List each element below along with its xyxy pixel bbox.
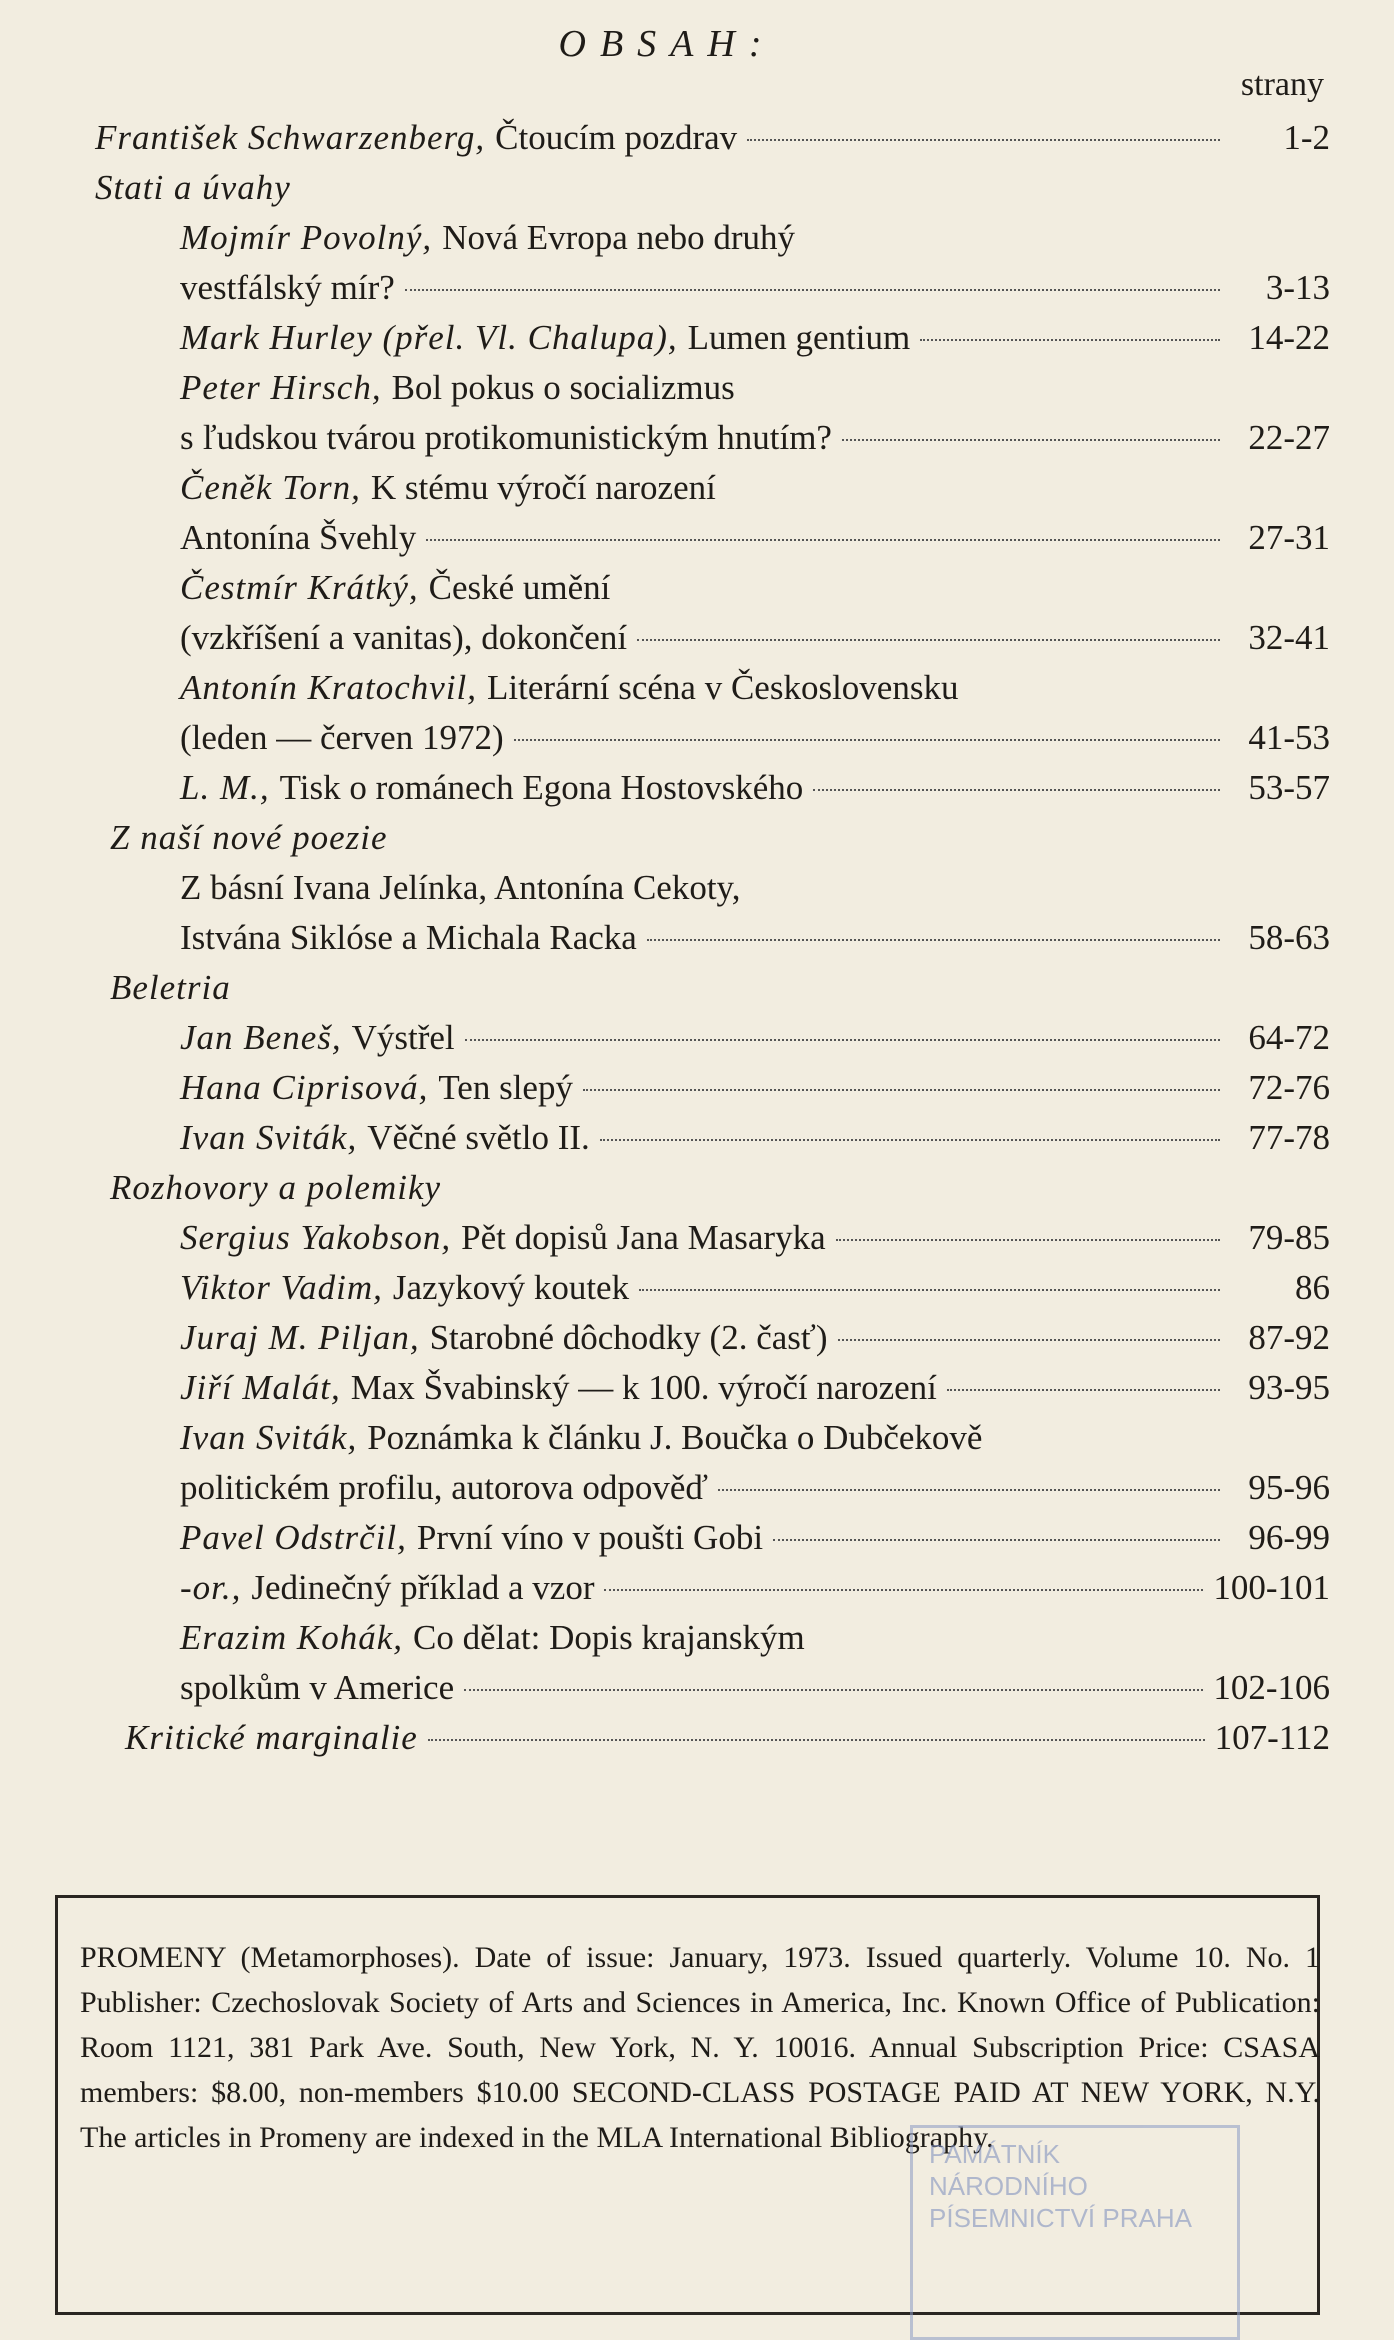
toc-page-range: 41-53 <box>1248 718 1330 757</box>
toc-title-continued: Antonína Švehly <box>180 518 417 557</box>
toc-author: Erazim Kohák, <box>180 1618 403 1657</box>
toc-title-continued: (vzkříšení a vanitas), dokončení <box>180 618 628 657</box>
toc-entry <box>125 1718 1330 1758</box>
dot-leader <box>637 639 1220 641</box>
toc-entry <box>180 868 741 908</box>
toc-title-continued: s ľudskou tvárou protikomunistickým hnutím? <box>180 418 832 457</box>
toc-entry <box>180 718 1330 758</box>
toc-page-range: 102-106 <box>1213 1668 1330 1707</box>
dot-leader <box>647 939 1220 941</box>
toc-author: Sergius Yakobson, <box>180 1218 452 1257</box>
dot-leader <box>947 1389 1220 1391</box>
toc-page-range: 96-99 <box>1248 1518 1330 1557</box>
toc-page-range: 79-85 <box>1248 1218 1330 1257</box>
toc-title: Max Švabinský — k 100. výročí narození <box>350 1368 937 1407</box>
dot-leader <box>773 1539 1220 1541</box>
toc-author: -or., <box>180 1568 242 1607</box>
toc-title: Nová Evropa nebo druhý <box>442 218 796 257</box>
toc-section-heading: Beletria <box>110 968 231 1007</box>
toc-entry <box>180 368 735 408</box>
toc-entry <box>180 1268 1330 1308</box>
toc-title: České umění <box>428 568 611 607</box>
toc-entry <box>180 618 1330 658</box>
toc-author: Jiří Malát, <box>180 1368 341 1407</box>
toc-entry <box>95 118 1330 158</box>
toc-entry <box>180 1468 1330 1508</box>
dot-leader <box>718 1489 1220 1491</box>
toc-entry <box>180 518 1330 558</box>
toc-title: Tisk o románech Egona Hostovského <box>279 768 804 807</box>
dot-leader <box>813 789 1220 791</box>
dot-leader <box>514 739 1220 741</box>
toc-author: František Schwarzenberg, <box>95 118 486 157</box>
dot-leader <box>464 1689 1203 1691</box>
dot-leader <box>838 1339 1221 1341</box>
toc-page-range: 107-112 <box>1214 1718 1330 1757</box>
toc-page-range: 72-76 <box>1248 1068 1330 1107</box>
toc-title: Čtoucím pozdrav <box>495 118 738 157</box>
toc-entry <box>180 1518 1330 1558</box>
toc-author: Peter Hirsch, <box>180 368 382 407</box>
toc-title: K stému výročí narození <box>370 468 716 507</box>
imprint-text: PROMENY (Metamorphoses). Date of issue: January, 1973. Issued quarterly. Volume 10. No. 1 Publisher: Czechoslovak Society of Arts and Sciences in America, Inc. Known Office of Publication: Room 1121, 381 Park Ave. South, New York, N. Y. 10016. Annual Subscription Price: CSASA members: $8.00, non-members $10.00 SECOND-CLASS POSTAGE PAID AT NEW YORK, N.Y. The articles in Promeny are indexed in the MLA International Bibliography. <box>80 1941 1320 2154</box>
toc-entry <box>180 418 1330 458</box>
toc-entry <box>180 768 1330 808</box>
toc-entry <box>180 918 1330 958</box>
toc-author: Hana Ciprisová, <box>180 1068 429 1107</box>
toc-entry <box>180 468 716 508</box>
toc-entry <box>180 1668 1330 1708</box>
toc-page-range: 58-63 <box>1248 918 1330 957</box>
toc-author: Jan Beneš, <box>180 1018 342 1057</box>
toc-author: Kritické marginalie <box>125 1718 418 1757</box>
toc-entry <box>180 1068 1330 1108</box>
toc-author: Čeněk Torn, <box>180 468 361 507</box>
toc-entry <box>180 1418 982 1458</box>
page-title: OBSAH: <box>558 23 776 65</box>
toc-title: Co dělat: Dopis krajanským <box>413 1618 805 1657</box>
toc-entry <box>180 218 795 258</box>
toc-title: Z básní Ivana Jelínka, Antonína Cekoty, <box>180 868 741 907</box>
library-stamp: PAMÁTNÍK NÁRODNÍHO PÍSEMNICTVÍ PRAHA <box>910 2125 1240 2340</box>
dot-leader <box>842 439 1220 441</box>
toc-entry <box>180 1368 1330 1408</box>
dot-leader <box>583 1089 1220 1091</box>
toc-title: Literární scéna v Československu <box>487 668 959 707</box>
toc-title: Poznámka k článku J. Boučka o Dubčekově <box>367 1418 983 1457</box>
toc-page-range: 95-96 <box>1248 1468 1330 1507</box>
toc-section-heading: Rozhovory a polemiky <box>110 1168 442 1207</box>
toc-entry <box>180 268 1330 308</box>
toc-title: Věčné světlo II. <box>367 1118 590 1157</box>
dot-leader <box>920 339 1220 341</box>
toc-title: První víno v poušti Gobi <box>416 1518 764 1557</box>
toc-entry <box>180 1318 1330 1358</box>
toc-author: Mojmír Povolný, <box>180 218 433 257</box>
toc-page-range: 53-57 <box>1248 768 1330 807</box>
toc-title-continued: politickém profilu, autorova odpověď <box>180 1468 709 1507</box>
toc-title: Starobné dôchodky (2. časť) <box>429 1318 828 1357</box>
toc-entry <box>180 568 610 608</box>
toc-page-range: 22-27 <box>1248 418 1330 457</box>
toc-title: Výstřel <box>351 1018 455 1057</box>
toc-title: Ten slepý <box>438 1068 573 1107</box>
toc-entry <box>180 1568 1330 1608</box>
toc-author: Čestmír Krátký, <box>180 568 419 607</box>
pages-column-label: strany <box>1240 66 1324 103</box>
toc-page-range: 100-101 <box>1213 1568 1330 1607</box>
toc-page-range: 27-31 <box>1248 518 1330 557</box>
toc-entry <box>180 318 1330 358</box>
toc-page-range: 32-41 <box>1248 618 1330 657</box>
toc-author: Ivan Sviták, <box>180 1118 358 1157</box>
toc-page-range: 14-22 <box>1248 318 1330 357</box>
toc-title: Bol pokus o socializmus <box>391 368 735 407</box>
toc-entry <box>180 668 958 708</box>
toc-entry <box>180 1618 805 1658</box>
toc-title: Pět dopisů Jana Masaryka <box>461 1218 826 1257</box>
dot-leader <box>428 1739 1205 1741</box>
toc-page-range: 1-2 <box>1283 118 1330 157</box>
toc-title-continued: vestfálský mír? <box>180 268 395 307</box>
toc-page-range: 77-78 <box>1248 1118 1330 1157</box>
toc-entry <box>180 1118 1330 1158</box>
toc-title-continued: spolkům v Americe <box>180 1668 455 1707</box>
toc-entry <box>180 1218 1330 1258</box>
toc-section-heading: Stati a úvahy <box>95 168 291 207</box>
toc-page-range: 93-95 <box>1248 1368 1330 1407</box>
toc-section-heading: Z naší nové poezie <box>110 818 388 857</box>
dot-leader <box>405 289 1220 291</box>
toc-author: Antonín Kratochvil, <box>180 668 478 707</box>
toc-author: Ivan Sviták, <box>180 1418 358 1457</box>
toc-author: L. M., <box>180 768 270 807</box>
toc-page-range: 86 <box>1295 1268 1330 1307</box>
toc-page-range: 3-13 <box>1265 268 1330 307</box>
dot-leader <box>747 139 1220 141</box>
toc-author: Pavel Odstrčil, <box>180 1518 407 1557</box>
toc-page-range: 64-72 <box>1248 1018 1330 1057</box>
toc-author: Mark Hurley (přel. Vl. Chalupa), <box>180 318 678 357</box>
toc-entry <box>180 1018 1330 1058</box>
toc-author: Juraj M. Piljan, <box>180 1318 420 1357</box>
toc-author: Viktor Vadim, <box>180 1268 383 1307</box>
dot-leader <box>600 1139 1220 1141</box>
toc-title-continued: Istvána Siklóse a Michala Racka <box>180 918 637 957</box>
toc-title: Lumen gentium <box>687 318 911 357</box>
dot-leader <box>426 539 1220 541</box>
toc-page-range: 87-92 <box>1248 1318 1330 1357</box>
dot-leader <box>465 1039 1220 1041</box>
dot-leader <box>604 1589 1203 1591</box>
dot-leader <box>836 1239 1220 1241</box>
dot-leader <box>639 1289 1220 1291</box>
toc-title: Jedinečný příklad a vzor <box>251 1568 595 1607</box>
toc-title: Jazykový koutek <box>392 1268 630 1307</box>
toc-title-continued: (leden — červen 1972) <box>180 718 504 757</box>
